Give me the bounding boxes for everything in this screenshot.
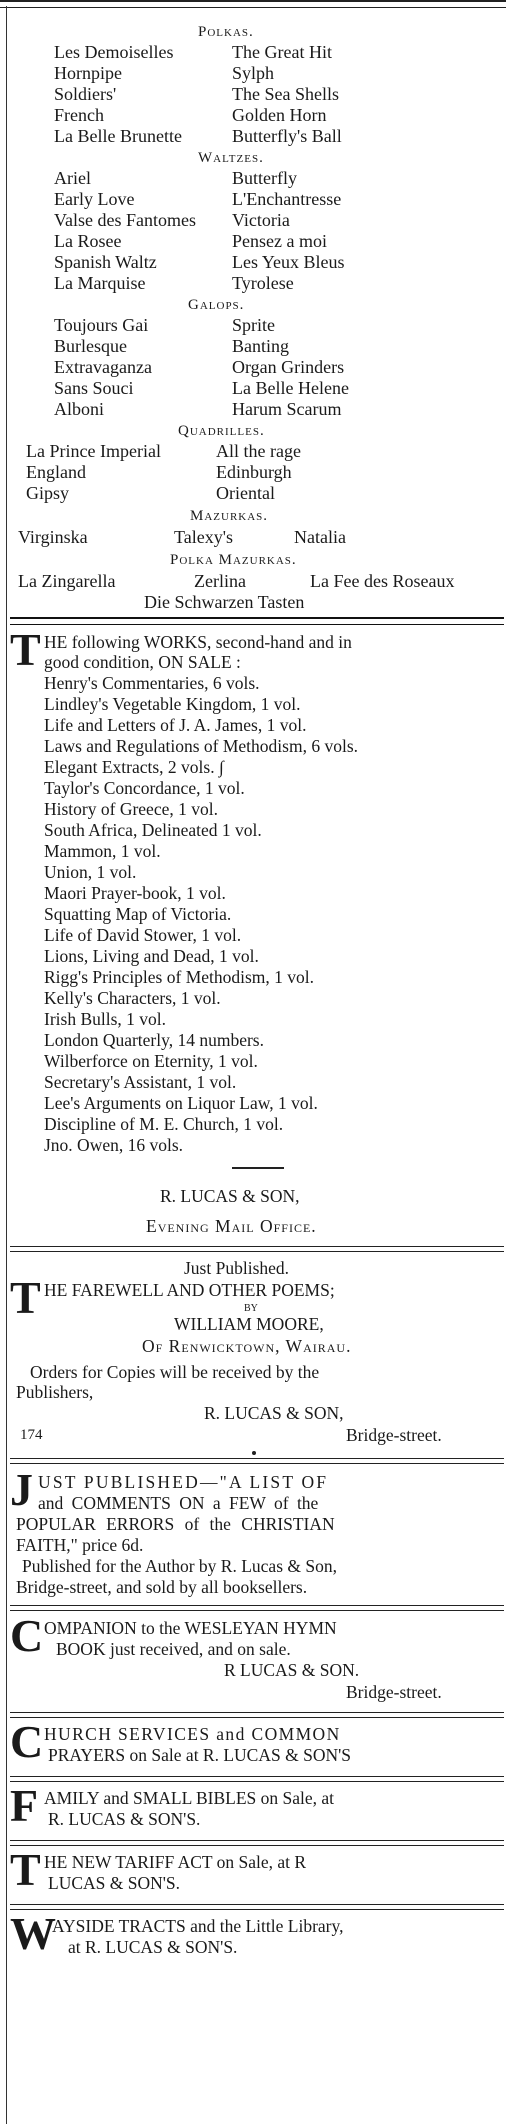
print-mark: [252, 1451, 256, 1455]
book-item: Lindley's Vegetable Kingdom, 1 vol.: [44, 694, 301, 714]
author-name: WILLIAM MOORE,: [174, 1314, 324, 1334]
polka-item: Sylph: [232, 63, 275, 83]
book-item: Rigg's Principles of Methodism, 1 vol.: [44, 967, 315, 987]
book-item: Life of David Stower, 1 vol.: [44, 925, 242, 945]
book-item: Jno. Owen, 16 vols.: [44, 1135, 184, 1155]
book-item: Lee's Arguments on Liquor Law, 1 vol.: [44, 1093, 318, 1113]
drop-cap: C: [10, 1610, 44, 1661]
works-intro: good condition, ON SALE :: [44, 652, 241, 672]
galop-item: Sprite: [232, 315, 275, 335]
section-divider: [10, 1246, 504, 1252]
waltz-item: Les Yeux Bleus: [232, 252, 345, 272]
drop-cap: T: [10, 1272, 41, 1323]
waltz-item: La Rosee: [54, 231, 122, 251]
orders-text: Publishers,: [16, 1382, 94, 1402]
waltz-item: L'Enchantresse: [232, 189, 342, 209]
waltz-item: Valse des Fantomes: [54, 210, 196, 230]
mazurkas-heading: Mazurkas.: [190, 508, 269, 524]
section-divider: [10, 1458, 504, 1464]
orders-text: Orders for Copies will be received by the: [30, 1362, 320, 1382]
by-label: BY: [244, 1303, 258, 1314]
section-divider: [10, 1904, 504, 1910]
mazurka-item: Virginska: [18, 527, 88, 547]
polka-item: La Belle Brunette: [54, 126, 182, 146]
book-item: Irish Bulls, 1 vol.: [44, 1009, 167, 1029]
waltz-item: Butterfly: [232, 168, 297, 188]
book-item: Maori Prayer-book, 1 vol.: [44, 883, 226, 903]
book-item: Life and Letters of J. A. James, 1 vol.: [44, 715, 307, 735]
waltz-item: Tyrolese: [232, 273, 294, 293]
top-border-rule: [0, 0, 506, 8]
just-published: Just Published.: [184, 1258, 290, 1278]
galop-item: Harum Scarum: [232, 399, 342, 419]
book-item: Union, 1 vol.: [44, 862, 137, 882]
galop-item: Burlesque: [54, 336, 127, 356]
drop-cap: T: [10, 1844, 41, 1895]
short-divider: [232, 1167, 284, 1169]
ad-text: AMILY and SMALL BIBLES on Sale, at: [44, 1788, 335, 1808]
drop-cap: F: [10, 1780, 39, 1831]
polka-item: French: [54, 105, 104, 125]
galop-item: Organ Grinders: [232, 357, 345, 377]
ad-text: at R. LUCAS & SON'S.: [68, 1937, 238, 1957]
waltz-item: Ariel: [54, 168, 91, 188]
polka-item: Golden Horn: [232, 105, 327, 125]
polkas-heading: Polkas.: [198, 24, 254, 40]
quadrille-item: Edinburgh: [216, 462, 292, 482]
book-item: London Quarterly, 14 numbers.: [44, 1030, 264, 1050]
ad-text: POPULAR ERRORS of the CHRISTIAN: [16, 1514, 335, 1534]
book-item: South Africa, Delineated 1 vol.: [44, 820, 262, 840]
ad-text: AYSIDE TRACTS and the Little Library,: [52, 1916, 344, 1936]
galop-item: Extravaganza: [54, 357, 152, 377]
galop-item: La Belle Helene: [232, 378, 349, 398]
ad-text: R. LUCAS & SON'S.: [48, 1809, 201, 1829]
ad-text: PRAYERS on Sale at R. LUCAS & SON'S: [48, 1745, 351, 1765]
publisher-office: Evening Mail Office.: [146, 1216, 317, 1236]
book-item: Discipline of M. E. Church, 1 vol.: [44, 1114, 284, 1134]
polka-item: Butterfly's Ball: [232, 126, 342, 146]
polka-mazurka-item: La Zingarella: [18, 571, 116, 591]
galop-item: Sans Souci: [54, 378, 134, 398]
ad-text: LUCAS & SON'S.: [48, 1873, 181, 1893]
publisher-name: R LUCAS & SON.: [224, 1660, 360, 1680]
book-item: Taylor's Concordance, 1 vol.: [44, 778, 245, 798]
polka-mazurka-item: Zerlina: [194, 571, 246, 591]
waltz-item: Spanish Waltz: [54, 252, 157, 272]
book-item: Wilberforce on Eternity, 1 vol.: [44, 1051, 258, 1071]
ad-text: BOOK just received, and on sale.: [56, 1639, 291, 1659]
polka-mazurkas-heading: Polka Mazurkas.: [170, 552, 297, 568]
mazurka-item: Natalia: [294, 527, 346, 547]
book-item: Lions, Living and Dead, 1 vol.: [44, 946, 259, 966]
ad-text: Bridge-street, and sold by all booksellers.: [16, 1577, 308, 1597]
book-item: Secretary's Assistant, 1 vol.: [44, 1072, 237, 1092]
quadrille-item: All the rage: [216, 441, 301, 461]
polka-item: Les Demoiselles: [54, 42, 174, 62]
drop-cap: J: [10, 1464, 33, 1515]
publisher-street: Bridge-street.: [346, 1682, 442, 1702]
galop-item: Alboni: [54, 399, 105, 419]
drop-cap: T: [10, 624, 41, 675]
book-item: History of Greece, 1 vol.: [44, 799, 218, 819]
left-column-rule: [6, 6, 7, 2124]
polka-item: The Great Hit: [232, 42, 332, 62]
ad-text: and COMMENTS ON a FEW of the: [38, 1493, 319, 1513]
waltz-item: Early Love: [54, 189, 135, 209]
polka-item: Soldiers': [54, 84, 117, 104]
publisher-street: Bridge-street.: [346, 1425, 442, 1445]
section-divider: [10, 1605, 504, 1611]
author-place: Of Renwicktown, Wairau.: [142, 1336, 352, 1356]
book-item: Mammon, 1 vol.: [44, 841, 161, 861]
publisher-name: R. LUCAS & SON,: [160, 1186, 300, 1206]
waltz-item: Pensez a moi: [232, 231, 327, 251]
book-item: Squatting Map of Victoria.: [44, 904, 232, 924]
waltzes-heading: Waltzes.: [198, 150, 264, 166]
section-divider: [10, 617, 504, 625]
book-item: Elegant Extracts, 2 vols. ∫: [44, 757, 224, 777]
book-title: HE FAREWELL AND OTHER POEMS;: [44, 1280, 335, 1300]
waltz-item: Victoria: [232, 210, 290, 230]
drop-cap: C: [10, 1716, 44, 1767]
polka-item: The Sea Shells: [232, 84, 339, 104]
polka-mazurka-item: La Fee des Roseaux: [310, 571, 455, 591]
ad-text: HE NEW TARIFF ACT on Sale, at R: [44, 1852, 307, 1872]
quadrilles-heading: Quadrilles.: [178, 423, 265, 439]
drop-cap: W: [10, 1908, 56, 1959]
quadrille-item: La Prince Imperial: [26, 441, 161, 461]
mazurka-item: Talexy's: [174, 527, 233, 547]
polka-item: Hornpipe: [54, 63, 122, 83]
quadrille-item: Gipsy: [26, 483, 70, 503]
publisher-name: R. LUCAS & SON,: [204, 1403, 344, 1423]
section-divider: [10, 1712, 504, 1718]
ad-text: OMPANION to the WESLEYAN HYMN: [44, 1618, 337, 1638]
ad-text: Published for the Author by R. Lucas & Son,: [22, 1556, 337, 1576]
book-item: Henry's Commentaries, 6 vols.: [44, 673, 260, 693]
section-divider: [10, 1840, 504, 1846]
works-intro: HE following WORKS, second-hand and in: [44, 632, 352, 652]
galops-heading: Galops.: [188, 297, 245, 313]
ad-text: FAITH," price 6d.: [16, 1535, 144, 1555]
section-divider: [10, 1776, 504, 1782]
book-item: Kelly's Characters, 1 vol.: [44, 988, 221, 1008]
book-item: Laws and Regulations of Methodism, 6 vols.: [44, 736, 359, 756]
galop-item: Toujours Gai: [54, 315, 149, 335]
ad-text: UST PUBLISHED—"A LIST OF: [38, 1472, 329, 1492]
waltz-item: La Marquise: [54, 273, 146, 293]
quadrille-item: England: [26, 462, 86, 482]
ad-number: 174: [20, 1427, 43, 1443]
polka-mazurka-item: Die Schwarzen Tasten: [144, 592, 305, 612]
galop-item: Banting: [232, 336, 289, 356]
quadrille-item: Oriental: [216, 483, 275, 503]
ad-text: HURCH SERVICES and COMMON: [44, 1724, 341, 1744]
